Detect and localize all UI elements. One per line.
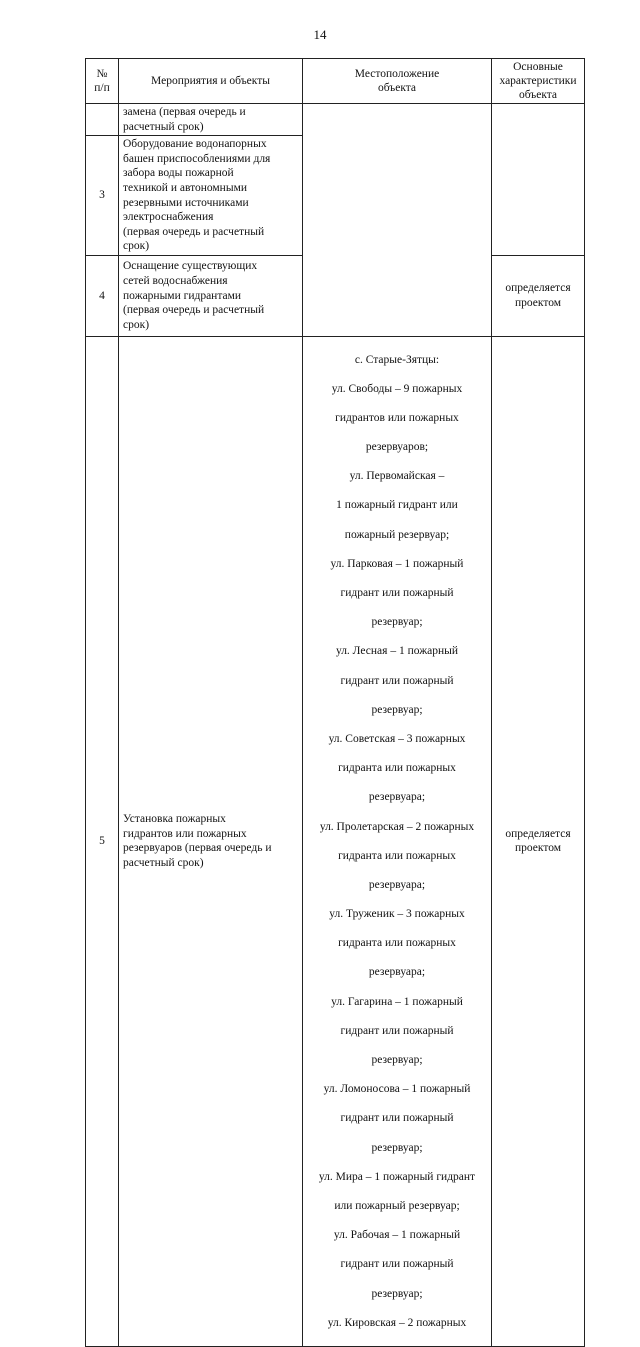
row-location bbox=[303, 336, 492, 1346]
row-number: 5 bbox=[86, 336, 119, 1346]
location-line: гидранта или пожарных bbox=[338, 762, 456, 775]
location-line: ул. Рабочая – 1 пожарный bbox=[333, 1229, 461, 1242]
location-line: ул. Свободы – 9 пожарных bbox=[331, 382, 463, 395]
table-header-row bbox=[86, 59, 585, 104]
location-line: или пожарный резервуар; bbox=[334, 1199, 460, 1212]
location-line: резервуар; bbox=[371, 1287, 423, 1300]
location-line: ул. Ломоносова – 1 пожарный bbox=[323, 1083, 471, 1096]
table-row bbox=[86, 104, 585, 136]
measures-table bbox=[85, 58, 585, 1347]
row-characteristics-merged bbox=[492, 104, 585, 256]
location-line: ул. Пролетарская – 2 пожарных bbox=[319, 820, 475, 833]
location-line: резервуар; bbox=[371, 703, 423, 716]
table-row bbox=[86, 336, 585, 1346]
row-event: Оборудование водонапорных башен приспособлениями для забора воды пожарной техникой и автономными резервными источниками электроснабжения (первая очередь и расчетный срок) bbox=[119, 136, 303, 256]
row-characteristics: определяется проектом bbox=[492, 255, 585, 336]
location-line: гидрант или пожарный bbox=[340, 587, 454, 600]
location-line: ул. Советская – 3 пожарных bbox=[328, 732, 466, 745]
location-line: ул. Первомайская – bbox=[349, 470, 445, 483]
row-location-merged bbox=[303, 104, 492, 337]
row-number: 4 bbox=[86, 255, 119, 336]
location-line: резервуара; bbox=[368, 791, 426, 804]
location-line: гидрант или пожарный bbox=[340, 1258, 454, 1271]
row-number: 3 bbox=[86, 136, 119, 256]
header-number: № п/п bbox=[86, 59, 119, 104]
location-line: ул. Гагарина – 1 пожарный bbox=[331, 995, 463, 1008]
page-number: 14 bbox=[313, 27, 327, 42]
location-line: гидрант или пожарный bbox=[340, 674, 454, 687]
row-number bbox=[86, 104, 119, 136]
row-event: Установка пожарных гидрантов или пожарных резервуаров (первая очередь и расчетный срок) bbox=[119, 336, 303, 1346]
location-line: гидранта или пожарных bbox=[338, 937, 456, 950]
header-characteristics: Основные характеристики объекта bbox=[492, 59, 585, 104]
location-line: резервуар; bbox=[371, 1054, 423, 1067]
row-event: Оснащение существующих сетей водоснабжения пожарными гидрантами (первая очередь и расчетный срок) bbox=[119, 255, 303, 336]
location-line: ул. Лесная – 1 пожарный bbox=[335, 645, 459, 658]
header-location: Местоположение объекта bbox=[303, 59, 492, 104]
location-line: резервуаров; bbox=[365, 441, 429, 454]
row-event: замена (первая очередь и расчетный срок) bbox=[119, 104, 303, 136]
row-characteristics: определяется проектом bbox=[492, 336, 585, 1346]
location-line: ул. Парковая – 1 пожарный bbox=[330, 557, 464, 570]
location-line: ул. Труженик – 3 пожарных bbox=[329, 908, 465, 921]
location-line: резервуар; bbox=[371, 1141, 423, 1154]
location-line: гидранта или пожарных bbox=[338, 849, 456, 862]
location-line: резервуара; bbox=[368, 966, 426, 979]
location-line: ул. Мира – 1 пожарный гидрант bbox=[318, 1170, 476, 1183]
location-line: пожарный резервуар; bbox=[344, 528, 450, 541]
location-line: резервуара; bbox=[368, 878, 426, 891]
location-line: ул. Кировская – 2 пожарных bbox=[327, 1316, 467, 1329]
header-event: Мероприятия и объекты bbox=[119, 59, 303, 104]
location-line: гидрантов или пожарных bbox=[335, 411, 459, 424]
location-line: гидрант или пожарный bbox=[340, 1112, 454, 1125]
location-line: 1 пожарный гидрант или bbox=[336, 499, 458, 512]
location-line: с. Старые-Зятцы: bbox=[354, 353, 440, 366]
location-line: гидрант или пожарный bbox=[340, 1024, 454, 1037]
location-line: резервуар; bbox=[371, 616, 423, 629]
